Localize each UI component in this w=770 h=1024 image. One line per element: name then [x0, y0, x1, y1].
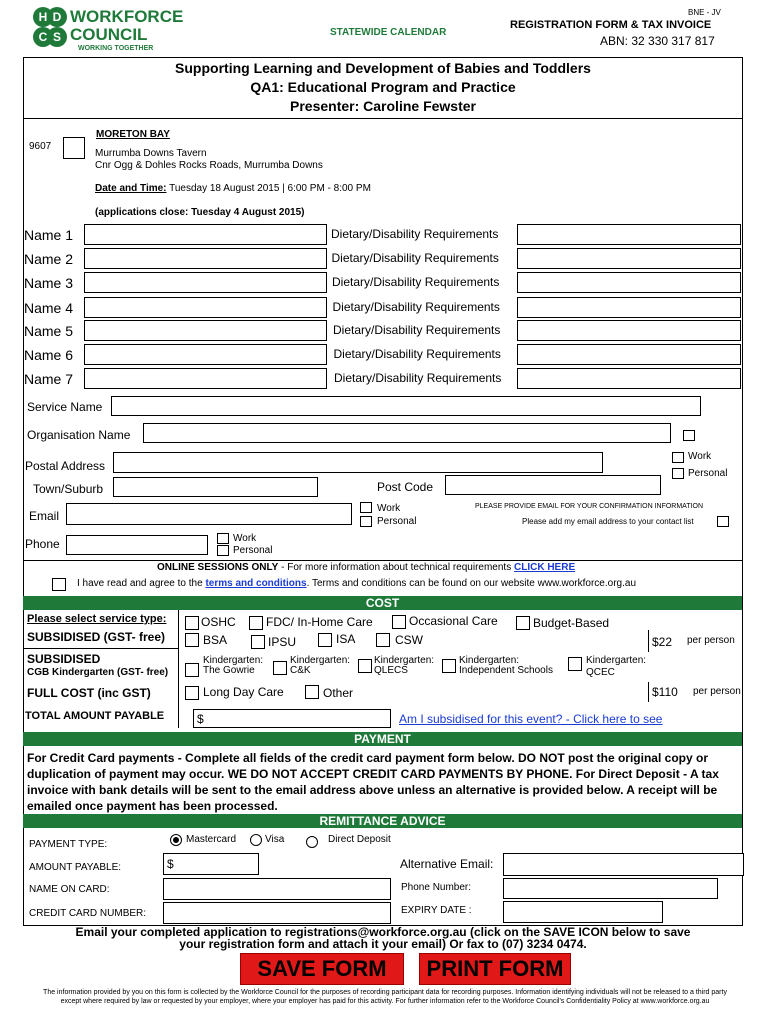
town-input[interactable]	[113, 477, 318, 497]
name-label: Name 7	[24, 371, 74, 387]
name-input[interactable]	[84, 272, 327, 293]
visa-radio[interactable]	[250, 834, 262, 846]
datetime-label: Date and Time:	[95, 183, 167, 194]
postal-work-checkbox[interactable]	[672, 452, 684, 463]
svg-text:D: D	[52, 10, 62, 24]
expiry-date-input[interactable]	[503, 901, 663, 923]
event-subtitle: QA1: Educational Program and Practice	[250, 79, 516, 95]
applications-close: (applications close: Tuesday 4 August 2015)	[95, 207, 305, 218]
kindergarten-qlecs-label-b: QLECS	[374, 665, 408, 676]
oshc-label: OSHC	[201, 615, 236, 629]
total-amount-label: TOTAL AMOUNT PAYABLE	[25, 710, 165, 722]
dietary-label: Dietary/Disability Requirements	[332, 300, 500, 314]
name-input[interactable]	[84, 320, 327, 341]
terms-link[interactable]: terms and conditions	[205, 578, 307, 589]
town-label: Town/Suburb	[33, 482, 104, 496]
name-label: Name 3	[24, 275, 74, 291]
oshc-checkbox[interactable]	[185, 616, 199, 630]
payment-instructions: For Credit Card payments - Complete all fields of the credit card payment form below. DO NOT post the original copy or duplication of payment may occur. WE DO NOT ACCEPT CREDIT CARD PAYMENTS BY PHONE. For Direct Deposit - A tax invoice with bank details will be sent to the email address above unless an alternative is provided below. A receipt will be emailed once payment has been processed.	[27, 751, 719, 813]
select-service-type: Please select service type:	[27, 613, 167, 625]
kindergarten-qlecs-label-a: Kindergarten:	[374, 655, 435, 666]
name-label: Name 1	[24, 227, 74, 243]
postal-address-label: Postal Address	[25, 459, 106, 473]
logo-circles-icon	[30, 5, 70, 53]
email-work-label: Work	[377, 503, 401, 514]
occasional-care-checkbox[interactable]	[392, 615, 406, 629]
occasional-care-label: Occasional Care	[409, 614, 498, 628]
divider	[178, 610, 179, 728]
dietary-input[interactable]	[517, 272, 741, 293]
divider	[648, 630, 649, 652]
ipsu-checkbox[interactable]	[251, 635, 265, 649]
event-address: Cnr Ogg & Dohles Rocks Roads, Murrumba Downs	[95, 160, 323, 171]
name-input[interactable]	[84, 224, 327, 245]
cost-heading: COST	[23, 596, 742, 610]
email-input[interactable]	[66, 503, 352, 525]
dietary-input[interactable]	[517, 344, 741, 365]
organisation-checkbox[interactable]	[683, 430, 695, 441]
mastercard-label: Mastercard	[186, 834, 237, 845]
expiry-date-label: EXPIRY DATE :	[401, 905, 472, 916]
credit-card-number-input[interactable]	[163, 902, 391, 924]
logo-tagline: WORKING TOGETHER	[78, 45, 154, 52]
kindergarten-qlecs-checkbox[interactable]	[358, 659, 372, 673]
dietary-label: Dietary/Disability Requirements	[334, 371, 502, 385]
kindergarten-independent-label-a: Kindergarten:	[459, 655, 520, 666]
save-form-button[interactable]: SAVE FORM	[240, 953, 404, 985]
long-day-care-label: Long Day Care	[203, 685, 284, 699]
dietary-input[interactable]	[517, 248, 741, 269]
postal-work-label: Work	[688, 451, 712, 462]
dietary-label: Dietary/Disability Requirements	[331, 251, 499, 265]
technical-click-here-link[interactable]: CLICK HERE	[514, 562, 576, 573]
service-name-input[interactable]	[111, 396, 701, 416]
svg-text:H: H	[38, 10, 48, 24]
budget-based-checkbox[interactable]	[516, 616, 530, 630]
divider	[23, 560, 743, 561]
presenter: Presenter: Caroline Fewster	[290, 98, 476, 114]
isa-label: ISA	[336, 632, 356, 646]
total-amount-input[interactable]	[193, 709, 391, 728]
phone-input[interactable]	[66, 535, 208, 555]
email-personal-label: Personal	[377, 516, 417, 527]
contact-list-checkbox[interactable]	[717, 516, 729, 527]
payment-type-label: PAYMENT TYPE:	[29, 839, 108, 850]
svg-text:C: C	[38, 30, 48, 44]
remittance-heading: REMITTANCE ADVICE	[23, 814, 742, 828]
fdc-checkbox[interactable]	[249, 616, 263, 630]
bsa-checkbox[interactable]	[185, 633, 199, 647]
terms-checkbox[interactable]	[52, 578, 66, 591]
event-venue: Murrumba Downs Tavern	[95, 148, 207, 159]
kindergarten-independent-checkbox[interactable]	[442, 659, 456, 673]
dietary-input[interactable]	[517, 224, 741, 245]
ipsu-label: IPSU	[268, 635, 297, 649]
email-personal-checkbox[interactable]	[360, 516, 372, 527]
total-dollar-sign: $	[197, 712, 204, 726]
email-note: PLEASE PROVIDE EMAIL FOR YOUR CONFIRMATION INFORMATION	[475, 503, 704, 510]
phone-number-input[interactable]	[503, 878, 718, 899]
organisation-name-label: Organisation Name	[27, 428, 131, 442]
long-day-care-checkbox[interactable]	[185, 686, 199, 700]
name-input[interactable]	[84, 344, 327, 365]
kindergarten-qcec-checkbox[interactable]	[568, 657, 582, 671]
dietary-label: Dietary/Disability Requirements	[333, 323, 501, 337]
kindergarten-gowrie-label-a: Kindergarten:	[203, 655, 264, 666]
per-person-full: per person	[693, 686, 741, 697]
bsa-label: BSA	[203, 633, 228, 647]
form-title: REGISTRATION FORM & TAX INVOICE	[510, 19, 712, 31]
amount-payable-label: AMOUNT PAYABLE:	[29, 862, 122, 873]
phone-number-label: Phone Number:	[401, 882, 472, 893]
name-label: Name 2	[24, 251, 74, 267]
divider	[23, 118, 743, 119]
kindergarten-ck-checkbox[interactable]	[273, 661, 287, 675]
name-on-card-input[interactable]	[163, 878, 391, 900]
full-cost-label: FULL COST (inc GST)	[27, 686, 151, 700]
post-code-label: Post Code	[377, 480, 434, 494]
payment-heading: PAYMENT	[23, 732, 742, 746]
statewide-calendar: STATEWIDE CALENDAR	[330, 27, 447, 38]
alternative-email-label: Alternative Email:	[400, 857, 494, 871]
fdc-label: FDC/ In-Home Care	[266, 615, 373, 629]
abn: ABN: 32 330 317 817	[600, 34, 715, 48]
csw-checkbox[interactable]	[376, 633, 390, 647]
divider	[648, 682, 649, 702]
email-work-checkbox[interactable]	[360, 502, 372, 513]
visa-label: Visa	[265, 834, 285, 845]
kindergarten-gowrie-checkbox[interactable]	[185, 663, 199, 677]
phone-work-label: Work	[233, 533, 257, 544]
post-code-input[interactable]	[445, 475, 661, 495]
name-input[interactable]	[84, 368, 327, 389]
per-person-subsidised: per person	[687, 635, 735, 646]
terms-post: . Terms and conditions can be found on our website www.workforce.org.au	[306, 578, 637, 589]
other-label: Other	[323, 686, 354, 700]
online-sessions-bold: ONLINE SESSIONS ONLY	[157, 562, 279, 573]
amount-payable-input[interactable]	[163, 853, 259, 875]
direct-deposit-radio[interactable]	[306, 836, 318, 848]
alternative-email-input[interactable]	[503, 853, 744, 876]
kindergarten-ck-label-b: C&K	[290, 665, 311, 676]
subsidised-label: SUBSIDISED	[27, 652, 101, 666]
postal-address-input[interactable]	[113, 452, 603, 473]
name-input[interactable]	[84, 248, 327, 269]
mastercard-radio[interactable]	[170, 834, 182, 846]
name-on-card-label: NAME ON CARD:	[29, 884, 110, 895]
kindergarten-gowrie-label-b: The Gowrie	[203, 665, 255, 676]
phone-label: Phone	[25, 537, 60, 551]
isa-checkbox[interactable]	[318, 633, 332, 647]
privacy-notice: The information provided by you on this form is collected by the Workforce Council for the purposes of recording participant data for recording purposes. Information identifying individuals will not be released to a third party except where required by law or requested by your employer, where your employer has paid for this activity. For further information refer to the Workforce Council's Confidentiality Policy at www.workforce.org.au	[43, 989, 727, 1005]
event-title: Supporting Learning and Development of Babies and Toddlers	[175, 60, 591, 76]
online-sessions-text: - For more information about technical requirements	[278, 562, 514, 573]
email-label: Email	[29, 509, 60, 523]
dietary-input[interactable]	[517, 320, 741, 341]
phone-work-checkbox[interactable]	[217, 533, 229, 544]
svg-text:S: S	[52, 30, 62, 44]
price-full-cost: $110	[652, 685, 678, 699]
kindergarten-ck-label-a: Kindergarten:	[290, 655, 351, 666]
dietary-input[interactable]	[517, 368, 741, 389]
dietary-input[interactable]	[517, 297, 741, 318]
datetime-value: Tuesday 18 August 2015 | 6:00 PM - 8:00 PM	[169, 183, 371, 194]
name-label: Name 4	[24, 300, 74, 316]
cgb-label: CGB Kindergarten (GST- free)	[27, 667, 169, 678]
service-name-label: Service Name	[27, 400, 103, 414]
print-form-button[interactable]: PRINT FORM	[419, 953, 571, 985]
direct-deposit-label: Direct Deposit	[328, 834, 391, 845]
logo-text-top: WORKFORCE	[70, 7, 184, 26]
postal-personal-label: Personal	[688, 468, 728, 479]
csw-label: CSW	[395, 633, 423, 647]
budget-based-label: Budget-Based	[533, 616, 610, 630]
kindergarten-qcec-label-b: QCEC	[586, 667, 615, 678]
name-label: Name 5	[24, 323, 74, 339]
subsidised-check-link[interactable]: Am I subsidised for this event? - Click here to see	[399, 712, 663, 726]
dietary-label: Dietary/Disability Requirements	[332, 275, 500, 289]
event-region: MORETON BAY	[96, 129, 170, 140]
phone-personal-checkbox[interactable]	[217, 545, 229, 556]
amount-dollar-sign: $	[167, 857, 174, 871]
other-checkbox[interactable]	[305, 685, 319, 699]
workforce-council-logo	[30, 5, 184, 53]
footer-instructions-line2: your registration form and attach it your email) Or fax to (07) 3234 0474.	[179, 937, 587, 951]
dietary-label: Dietary/Disability Requirements	[333, 347, 501, 361]
event-select-checkbox[interactable]	[63, 137, 85, 159]
kindergarten-qcec-label-a: Kindergarten:	[586, 655, 647, 666]
organisation-name-input[interactable]	[143, 423, 671, 443]
name-input[interactable]	[84, 297, 327, 318]
dietary-label: Dietary/Disability Requirements	[331, 227, 499, 241]
divider	[23, 648, 178, 649]
terms-pre: I have read and agree to the	[77, 578, 206, 589]
kindergarten-independent-label-b: Independent Schools	[459, 665, 553, 676]
name-label: Name 6	[24, 347, 74, 363]
header-code: BNE - JV	[688, 8, 721, 17]
footer-instructions-line1: Email your completed application to registrations@workforce.org.au (click on the SAVE ICON below to save	[75, 925, 691, 939]
event-code: 9607	[29, 141, 52, 152]
contact-list-label: Please add my email address to your contact list	[522, 517, 694, 526]
subsidised-free-label: SUBSIDISED (GST- free)	[27, 630, 166, 644]
credit-card-number-label: CREDIT CARD NUMBER:	[29, 908, 147, 919]
price-subsidised: $22	[652, 635, 673, 649]
logo-text-bottom: COUNCIL	[70, 25, 148, 44]
postal-personal-checkbox[interactable]	[672, 468, 684, 479]
phone-personal-label: Personal	[233, 545, 273, 556]
